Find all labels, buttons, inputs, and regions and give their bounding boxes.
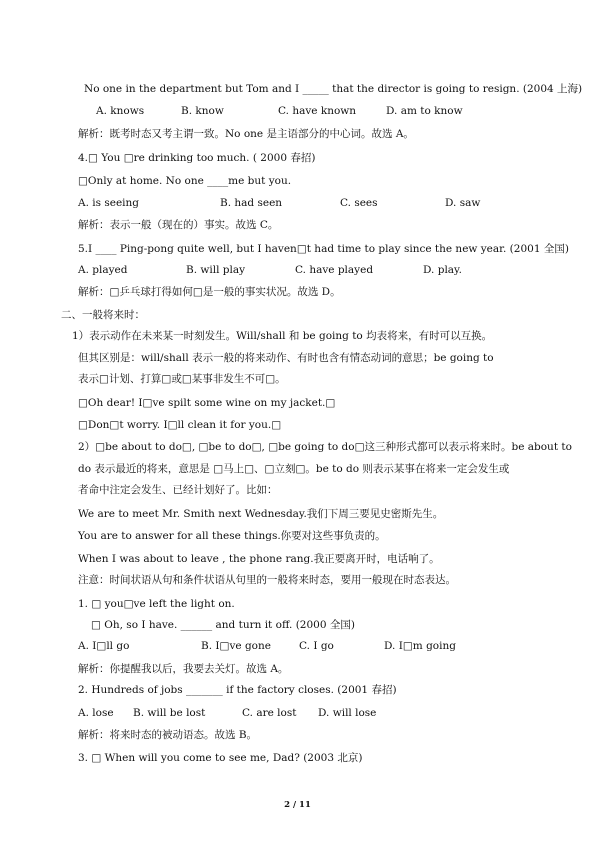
text-line: 解析：既考时态又考主谓一致。No one 是主语部分的中心词。故选 A。 — [78, 128, 414, 140]
answer-option: D. play. — [423, 264, 462, 276]
answer-option: C. I go — [299, 640, 334, 652]
text-line: 4.□ You □re drinking too much. ( 2000 春招) — [78, 152, 316, 164]
answer-option: B. will be lost — [133, 707, 206, 719]
text-line: 解析：□乒乓球打得如何□是一般的事实状况。故选 D。 — [78, 286, 341, 298]
answer-option: C. have known — [278, 105, 357, 117]
text-line: 二、一般将来时： — [61, 309, 145, 321]
text-line: do 表示最近的将来，意思是 □马上□、□立刻□。be to do 则表示某事在将来一定会发生或 — [78, 463, 510, 475]
answer-option: A. lose — [78, 707, 114, 719]
text-line: We are to meet Mr. Smith next Wednesday.我们下周三要见史密斯先生。 — [78, 508, 444, 520]
text-line: □Oh dear! I□ve spilt some wine on my jacket.□ — [78, 397, 336, 409]
answer-option: B. had seen — [220, 197, 283, 209]
text-line: 解析：你提醒我以后，我要去关灯。故选 A。 — [78, 663, 289, 675]
text-line: 解析：将来时态的被动语态。故选 B。 — [78, 729, 258, 741]
text-line: 解析：表示一般（现在的）事实。故选 C。 — [78, 219, 279, 231]
text-line: □ Oh, so I have. ______ and turn it off. (2000 全国) — [91, 619, 355, 631]
text-line: 2）□be about to do□, □be to do□, □be going to do□这三种形式都可以表示将来时。be about to — [78, 441, 572, 453]
text-line: 3. □ When will you come to see me, Dad? (2003 北京) — [78, 752, 363, 764]
text-line: 表示□计划、打算□或□某事非发生不可□。 — [78, 373, 286, 385]
answer-option: D. will lose — [318, 707, 377, 719]
answer-option: A. played — [78, 264, 128, 276]
answer-option: A. is seeing — [78, 197, 140, 209]
text-line: No one in the department but Tom and I _____ that the director is going to resign. (2004 上海) — [84, 83, 583, 95]
answer-option: A. I□ll go — [78, 640, 130, 652]
text-line: 但其区别是：will/shall 表示一般的将来动作、有时也含有情态动词的意思；be going to — [78, 352, 494, 364]
answer-option: A. knows — [96, 105, 145, 117]
answer-option: B. I□ve gone — [201, 640, 271, 652]
answer-option: C. have played — [295, 264, 374, 276]
text-line: 注意：时间状语从句和条件状语从句里的一般将来时态，要用一般现在时态表达。 — [78, 574, 456, 586]
answer-option: B. will play — [186, 264, 246, 276]
text-line: When I was about to leave , the phone rang.我正要离开时，电话响了。 — [78, 553, 440, 565]
answer-option: D. I□m going — [384, 640, 456, 652]
text-line: 2. Hundreds of jobs _______ if the factory closes. (2001 春招) — [78, 684, 397, 696]
text-line: 1）表示动作在未来某一时刻发生。Will/shall 和 be going to 均表将来，有时可以互换。 — [72, 330, 493, 342]
text-line: 5.I ____ Ping-pong quite well, but I haven□t had time to play since the new year. (2001 全国) — [78, 243, 569, 255]
answer-option: D. am to know — [386, 105, 463, 117]
answer-option: C. are lost — [242, 707, 297, 719]
text-line: 1. □ you□ve left the light on. — [78, 598, 235, 610]
text-line: 者命中注定会发生、已经计划好了。比如： — [78, 484, 278, 496]
answer-option: D. saw — [445, 197, 481, 209]
text-line: □Only at home. No one ____me but you. — [78, 175, 292, 187]
answer-option: B. know — [181, 105, 224, 117]
text-line: You are to answer for all these things.你要对这些事负责的。 — [78, 530, 386, 542]
page-number: 2 / 11 — [284, 800, 311, 810]
text-line: □Don□t worry. I□ll clean it for you.□ — [78, 419, 282, 431]
answer-option: C. sees — [340, 197, 378, 209]
